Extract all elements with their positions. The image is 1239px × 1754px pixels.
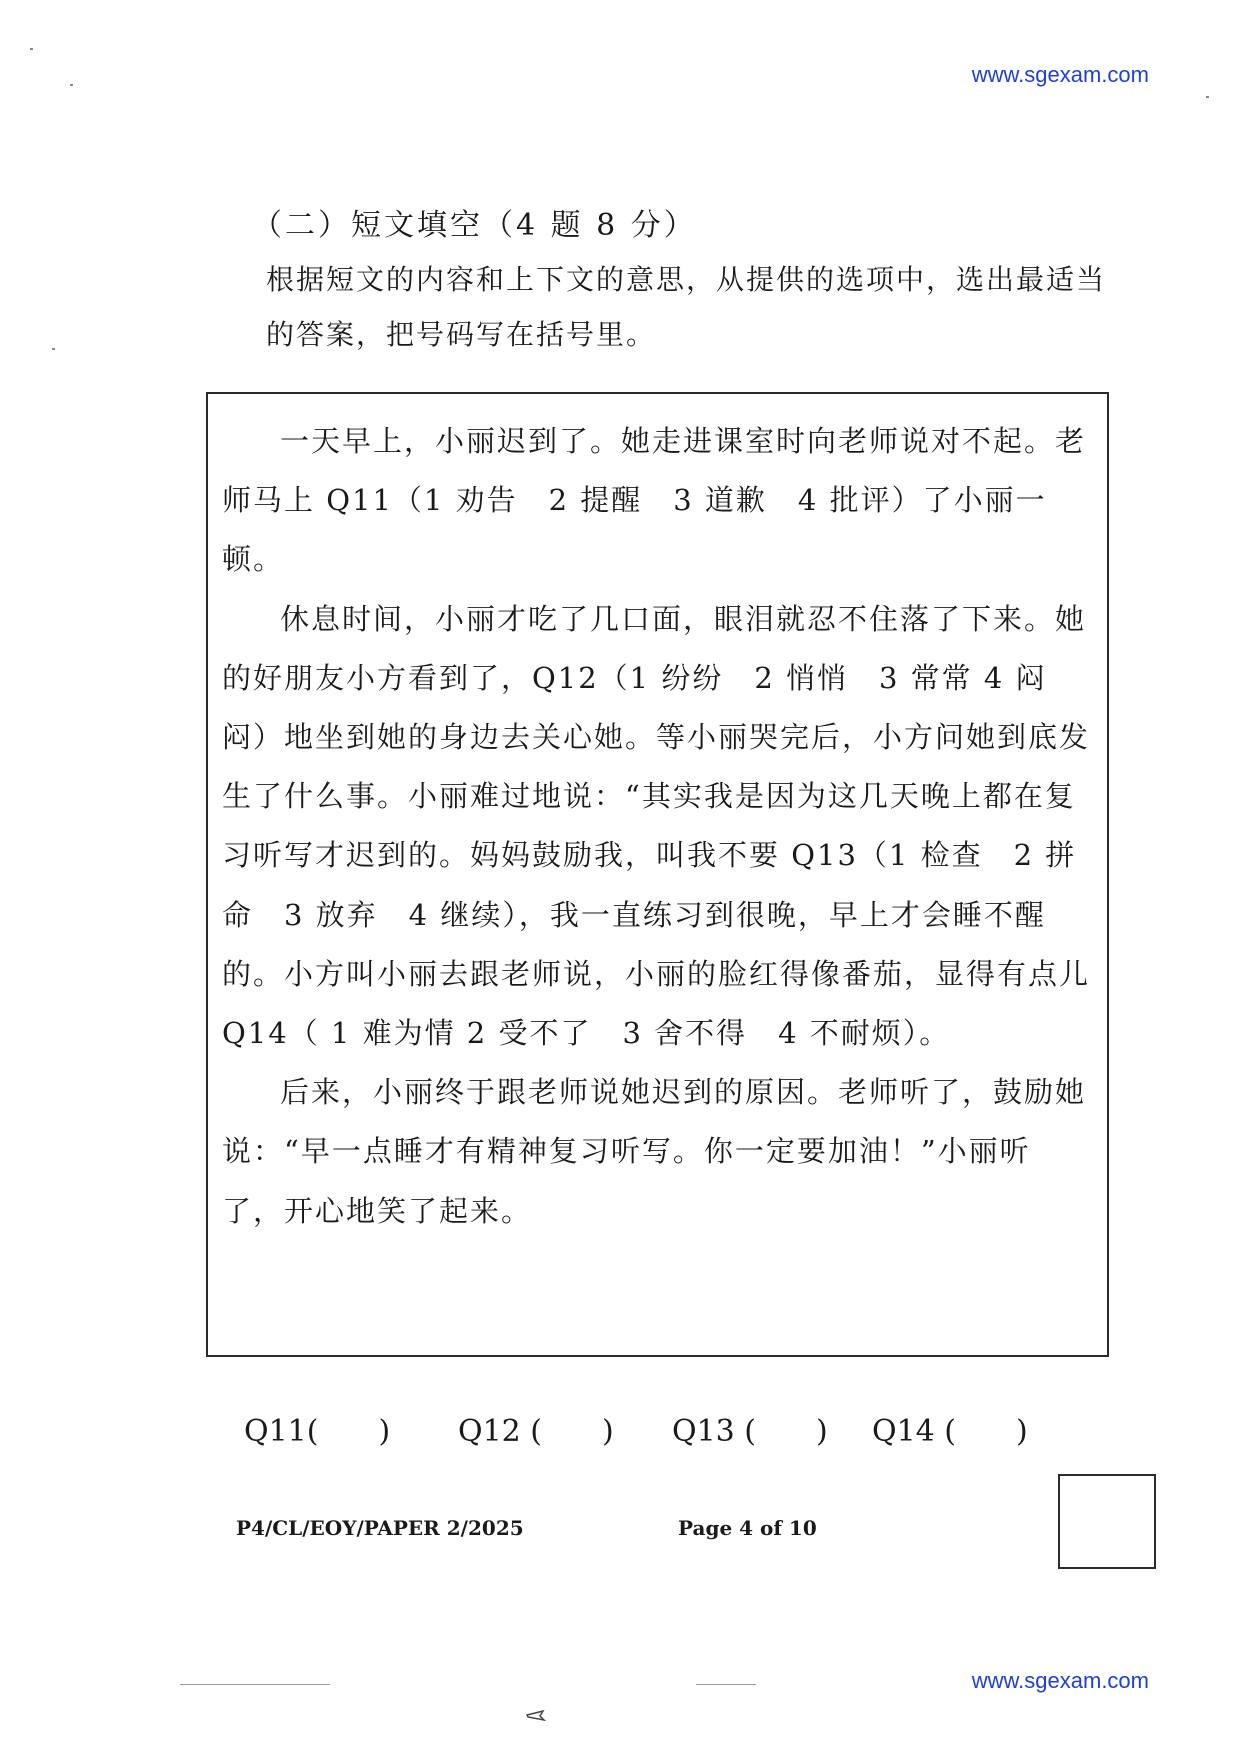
passage-box — [206, 392, 1109, 1357]
scan-dot — [52, 348, 55, 350]
scan-dot — [30, 48, 33, 50]
pen-scribble — [526, 1708, 546, 1722]
watermark-bottom: www.sgexam.com — [971, 1668, 1149, 1693]
footer-page-number: Page 4 of 10 — [678, 1516, 817, 1540]
passage-paragraph-3: 后来，小丽终于跟老师说她迟到的原因。老师听了，鼓励她说：“早一点睡才有精神复习听写。你一定要加油！”小丽听了，开心地笑了起来。 — [222, 1075, 1087, 1228]
passage-text — [222, 412, 1092, 1241]
passage-paragraph-2: 休息时间，小丽才吃了几口面，眼泪就忍不住落了下来。她的好朋友小方看到了，Q12（1 纷纷 2 悄悄 3 常常 4 闷闷）地坐到她的身边去关心她。等小丽哭完后，小方问她到底发生了什么事。小丽难过地说：“其实我是因为这几天晚上都在复习听写才迟到的。妈妈鼓励我，叫我不要 Q13（1 检查 2 拼命 3 放弃 4 继续），我一直练习到很晚，早上才会睡不醒的。小方叫小丽去跟老师说，小丽的脸红得像番茄，显得有点儿 Q14（ 1 难为情 2 受不了 3 舍不得 4 不耐烦）。 — [222, 601, 1091, 1051]
footer-paper-code: P4/CL/EOY/PAPER 2/2025 — [236, 1516, 524, 1540]
scan-smudge — [180, 1684, 330, 1685]
answer-row — [244, 1406, 1044, 1450]
section-title: （二）短文填空（4 题 8 分） — [252, 208, 697, 243]
scan-dot — [70, 84, 73, 86]
answer-q12[interactable]: Q12 ( ) — [458, 1414, 614, 1449]
answer-q11[interactable]: Q11( ) — [244, 1414, 391, 1449]
scan-dot — [1206, 96, 1209, 98]
answer-q13[interactable]: Q13 ( ) — [672, 1414, 828, 1449]
scan-smudge — [696, 1684, 756, 1685]
answer-q14[interactable]: Q14 ( ) — [872, 1414, 1028, 1449]
watermark-top: www.sgexam.com — [971, 62, 1149, 87]
instructions: 根据短文的内容和上下文的意思，从提供的选项中，选出最适当的答案，把号码写在括号里。 — [266, 263, 1107, 351]
passage-paragraph-1: 一天早上，小丽迟到了。她走进课室时向老师说对不起。老师马上 Q11（1 劝告 2 提醒 3 道歉 4 批评）了小丽一顿。 — [222, 424, 1087, 577]
score-box[interactable] — [1058, 1474, 1156, 1569]
